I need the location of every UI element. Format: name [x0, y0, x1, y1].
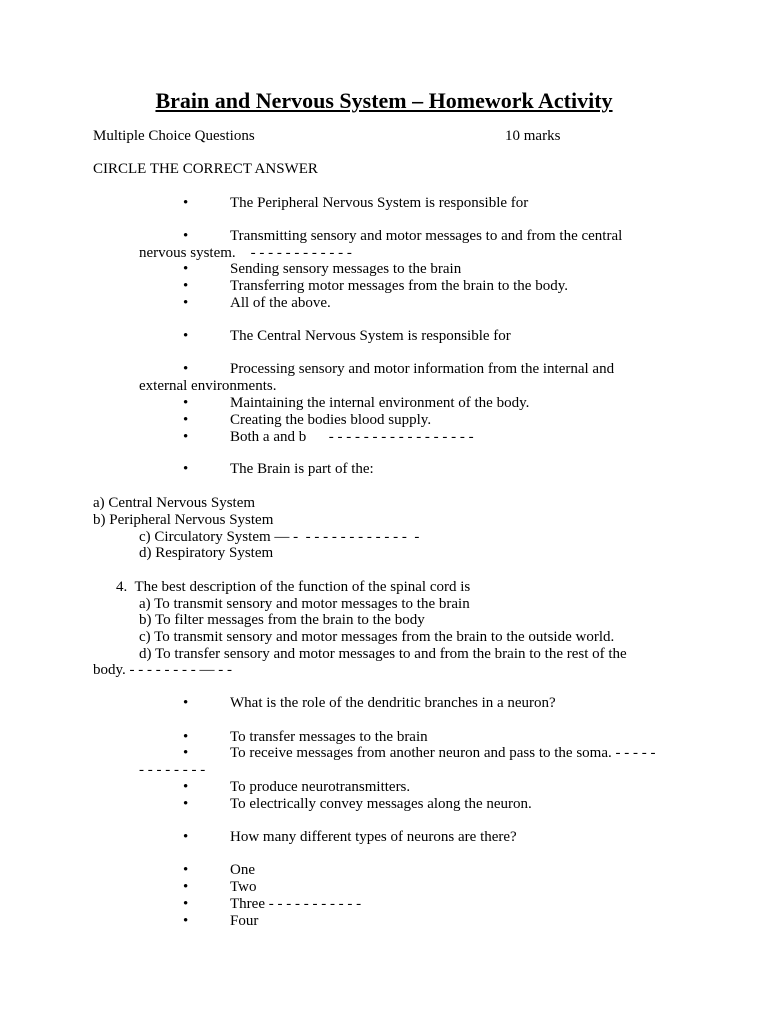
bullet-marker: • — [183, 295, 189, 311]
q1-option-3: Transferring motor messages from the brain to the body. — [230, 278, 568, 294]
q5-option-3: To produce neurotransmitters. — [230, 779, 411, 795]
q5-option-2-cont: - - - - - - - - — [139, 762, 206, 778]
marks-label: 10 marks — [505, 128, 561, 144]
q2-option-1: Processing sensory and motor information from the internal and — [230, 361, 615, 377]
q1-option-1: Transmitting sensory and motor messages to and from the central — [230, 228, 623, 244]
q4-option-b: b) To filter messages from the brain to the body — [139, 612, 425, 628]
bullet-marker: • — [183, 896, 189, 912]
question-1: The Peripheral Nervous System is responsible for — [230, 195, 529, 211]
bullet-marker: • — [183, 195, 189, 211]
q1-option-1-cont: nervous system. - - - - - - - - - - - - — [139, 245, 352, 261]
bullet-marker: • — [183, 361, 189, 377]
bullet-marker: • — [183, 395, 189, 411]
bullet-marker: • — [183, 779, 189, 795]
bullet-marker: • — [183, 729, 189, 745]
question-5: What is the role of the dendritic branches in a neuron? — [230, 695, 556, 711]
bullet-marker: • — [183, 429, 189, 445]
q4-option-a: a) To transmit sensory and motor messages to the brain — [139, 596, 470, 612]
bullet-marker: • — [183, 228, 189, 244]
bullet-marker: • — [183, 461, 189, 477]
q2-option-4: Both a and b - - - - - - - - - - - - - - - - - — [230, 429, 474, 445]
q4-option-d-cont: body. - - - - - - - - — - - — [93, 662, 232, 678]
bullet-marker: • — [183, 412, 189, 428]
q6-option-2: Two — [230, 879, 257, 895]
q3-option-c: c) Circulatory System — - - - - - - - - - - - - - - — [139, 529, 420, 545]
bullet-marker: • — [183, 695, 189, 711]
q2-option-3: Creating the bodies blood supply. — [230, 412, 432, 428]
question-4: 4. The best description of the function of the spinal cord is — [116, 579, 471, 595]
q4-option-c: c) To transmit sensory and motor messages from the brain to the outside world. — [139, 629, 615, 645]
bullet-marker: • — [183, 862, 189, 878]
section-heading: Multiple Choice Questions — [93, 128, 255, 144]
bullet-marker: • — [183, 829, 189, 845]
page-title: Brain and Nervous System – Homework Activity — [155, 88, 613, 113]
bullet-marker: • — [183, 796, 189, 812]
q1-option-4: All of the above. — [230, 295, 331, 311]
q4-option-d: d) To transfer sensory and motor messages to and from the brain to the rest of the — [139, 646, 627, 662]
bullet-marker: • — [183, 278, 189, 294]
bullet-marker: • — [183, 913, 189, 929]
q3-option-b: b) Peripheral Nervous System — [93, 512, 274, 528]
q5-option-4: To electrically convey messages along the neuron. — [230, 796, 532, 812]
q6-option-4: Four — [230, 913, 259, 929]
q5-option-2: To receive messages from another neuron and pass to the soma. - - - - - — [230, 745, 656, 761]
bullet-marker: • — [183, 328, 189, 344]
q3-option-a: a) Central Nervous System — [93, 495, 256, 511]
q6-option-3: Three - - - - - - - - - - - — [230, 896, 362, 912]
bullet-marker: • — [183, 261, 189, 277]
q3-option-d: d) Respiratory System — [139, 545, 274, 561]
question-2: The Central Nervous System is responsible for — [230, 328, 511, 344]
q2-option-2: Maintaining the internal environment of the body. — [230, 395, 530, 411]
instruction-text: CIRCLE THE CORRECT ANSWER — [93, 161, 318, 177]
bullet-marker: • — [183, 745, 189, 761]
q5-option-1: To transfer messages to the brain — [230, 729, 428, 745]
q1-option-2: Sending sensory messages to the brain — [230, 261, 462, 277]
q6-option-1: One — [230, 862, 255, 878]
q2-option-1-cont: external environments. — [139, 378, 277, 394]
bullet-marker: • — [183, 879, 189, 895]
question-3: The Brain is part of the: — [230, 461, 374, 477]
question-6: How many different types of neurons are there? — [230, 829, 517, 845]
